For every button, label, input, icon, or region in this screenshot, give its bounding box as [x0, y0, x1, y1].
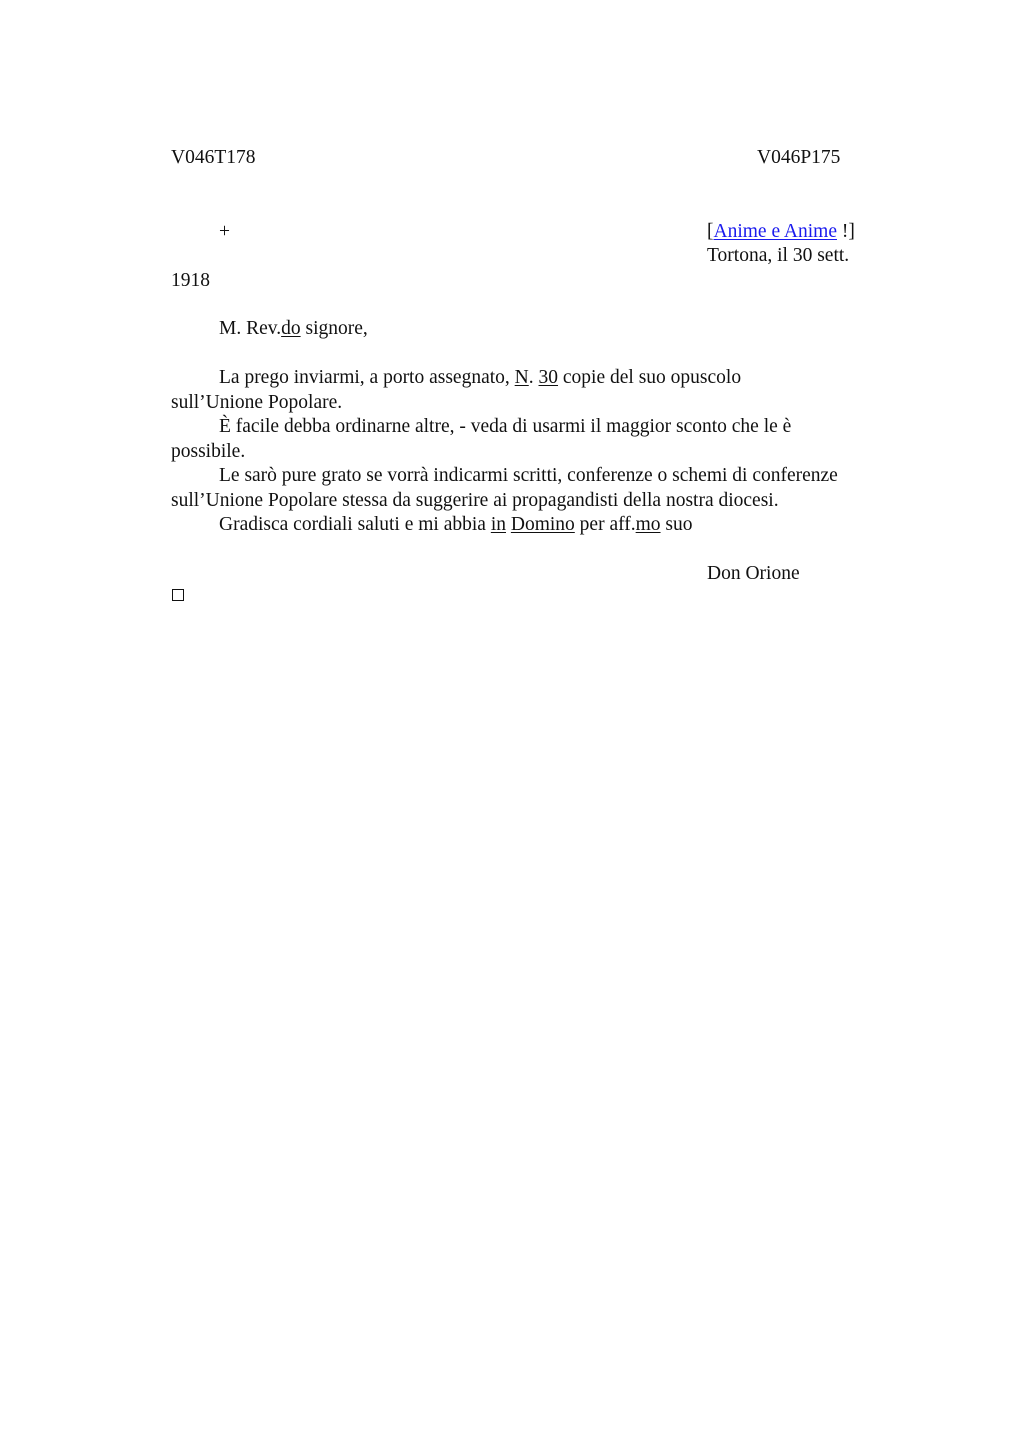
salutation-prefix: M. Rev.: [219, 318, 282, 339]
title-open-bracket: [: [707, 221, 714, 242]
document-code-left: V046T178: [171, 147, 256, 168]
body-text: per aff.: [574, 514, 636, 535]
title-link[interactable]: Anime e Anime: [713, 221, 837, 242]
body-text: Gradisca cordiali saluti e mi abbia: [219, 514, 491, 535]
signature: Don Orione: [707, 563, 800, 584]
letter-title: [707, 220, 855, 244]
body-paragraph-3-line-2: sull’Unione Popolare stessa da suggerire ai propagandisti della nostra diocesi.: [171, 490, 779, 511]
body-paragraph-1-line-2: sull’Unione Popolare.: [171, 392, 343, 413]
body-text: copie del suo opuscolo: [558, 367, 742, 388]
salutation-abbrev: do: [281, 318, 301, 339]
document-code-right: V046P175: [757, 147, 841, 168]
body-underlined-domino: Domino: [510, 514, 575, 535]
body-text: suo: [660, 514, 693, 535]
cross-mark: +: [219, 221, 230, 242]
dateline: Tortona, il 30 sett.: [707, 245, 850, 266]
body-paragraph-1-line-1: [219, 366, 741, 390]
body-text: .: [528, 367, 539, 388]
dateline-year: 1918: [171, 270, 210, 291]
end-square-icon: [172, 589, 184, 601]
body-underlined-30: 30: [538, 367, 559, 388]
body-underlined-in: in: [490, 514, 506, 535]
body-paragraph-2-line-1: È facile debba ordinarne altre, - veda di usarmi il maggior sconto che le è: [219, 416, 792, 437]
salutation-suffix: signore,: [300, 318, 368, 339]
body-underlined-mo: mo: [635, 514, 661, 535]
body-underlined-n: N: [514, 367, 529, 388]
body-paragraph-3-line-1: Le sarò pure grato se vorrà indicarmi scritti, conferenze o schemi di conferenze: [219, 465, 838, 486]
body-paragraph-2-line-2: possibile.: [171, 441, 246, 462]
title-suffix: !]: [836, 221, 855, 242]
salutation: [219, 317, 368, 341]
body-text: La prego inviarmi, a porto assegnato,: [219, 367, 515, 388]
body-paragraph-4: [219, 513, 693, 537]
